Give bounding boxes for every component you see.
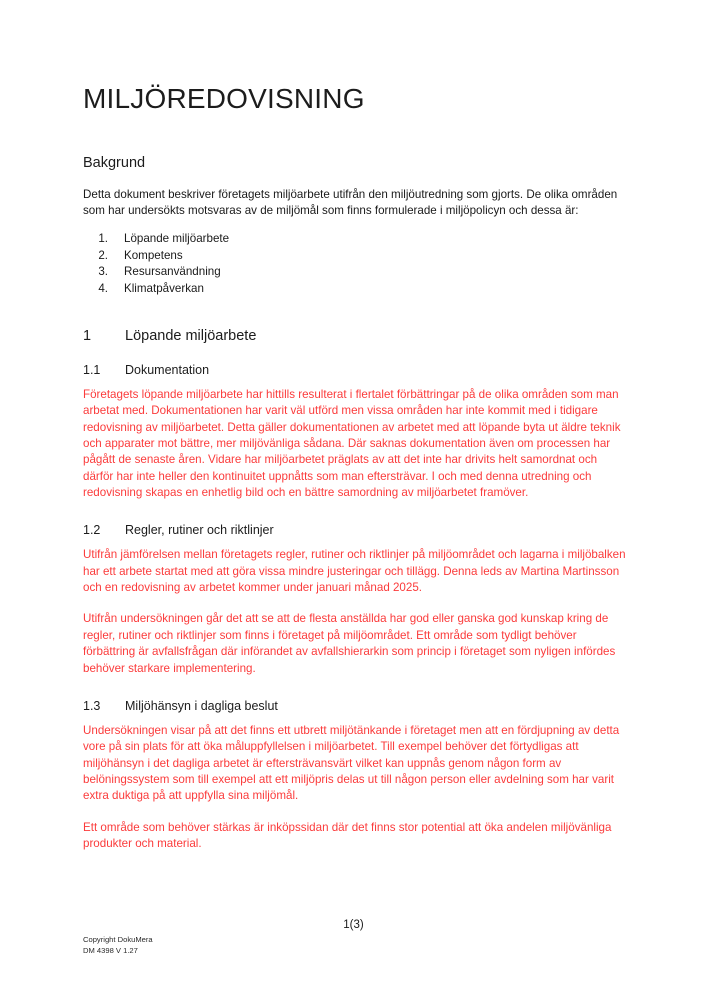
spacer bbox=[83, 173, 628, 187]
list-item-marker: 1. bbox=[98, 232, 108, 246]
paragraph-1-2-a: Utifrån jämförelsen mellan företagets regler, rutiner och riktlinjer på miljöområdet och lagarna i miljöbalken har ett arbete startat med att göra vissa mindre justeringar och tillägg. Denna leds av Martina Martinsson och en redovisning av arbetet kommer under januari månad 2025. bbox=[83, 548, 626, 595]
list-item-label: Resursanvändning bbox=[124, 265, 221, 279]
list-item-marker: 4. bbox=[98, 282, 108, 296]
page-title: MILJÖREDOVISNING bbox=[83, 83, 365, 114]
heading-bakgrund: Bakgrund bbox=[83, 155, 146, 172]
intro-paragraph: Detta dokument beskriver företagets miljöarbete utifrån den miljöutredning som gjorts. De olika områden som har undersökts motsvaras av de miljömål som finns formulerade i miljöpolicyn och dessa är: bbox=[83, 187, 618, 217]
footer-metadata bbox=[83, 935, 153, 956]
list-item bbox=[83, 281, 628, 298]
subsection-number: 1.2 bbox=[83, 523, 101, 538]
list-item-label: Klimatpåverkan bbox=[124, 282, 204, 296]
spacer bbox=[83, 805, 628, 820]
spacer bbox=[83, 714, 628, 723]
list-item bbox=[83, 248, 628, 265]
background-objective-list bbox=[83, 231, 628, 297]
footer-copyright: Copyright DokuMera bbox=[83, 935, 153, 944]
spacer bbox=[83, 378, 628, 387]
spacer bbox=[83, 677, 628, 699]
spacer bbox=[83, 298, 628, 328]
subsection-number: 1.3 bbox=[83, 698, 101, 713]
list-item-marker: 2. bbox=[98, 248, 108, 262]
document-content bbox=[83, 0, 628, 852]
list-item-marker: 3. bbox=[98, 265, 108, 279]
heading-section-1-1 bbox=[83, 363, 628, 378]
list-item-label: Kompetens bbox=[124, 248, 183, 262]
paragraph-1-3-b: Ett område som behöver stärkas är inköpssidan där det finns stor potential att öka andelen miljövänliga produkter och material. bbox=[83, 820, 612, 850]
spacer bbox=[83, 345, 628, 363]
footer-document-id: DM 4398 V 1.27 bbox=[83, 945, 138, 955]
heading-section-1 bbox=[83, 328, 628, 345]
heading-section-1-2 bbox=[83, 523, 628, 538]
paragraph-1-3-a: Undersökningen visar på att det finns ett utbrett miljötänkande i företaget men att en fördjupning av detta vore på sin plats för att öka måluppfyllelsen i miljöarbetet. Till exempel behöver det förtydligas att miljöhänsyn i det dagliga arbetet är eftersträvansvärt vilket kan uppnås genom någon form av belöningssystem som till exempel att ett miljöpris delas ut till någon person eller avdelning som har varit extra duktiga på att uppfylla sina miljömål. bbox=[83, 723, 620, 803]
paragraph-1-1: Företagets löpande miljöarbete har hittills resulterat i flertalet förbättringar på de olika områden som man arbetat med. Dokumentationen har varit väl utförd men vissa områden har inte kommit med i tidigare redovisning av miljöarbetet. Detta gäller dokumentationen av arbetet med att löpande byta ut äldre teknik och apparater mot bättre, mer miljövänliga sådana. Där saknas dokumentation även om processen har pågått de senaste åren. Vidare har miljöarbetet präglats av att det inte har drivits helt samordnat och därför har inte heller den kontinuitet uppnåtts som man eftersträvar. I och med denna utredning och redovisning skapas en enhetlig bild och en bättre samordning av miljöarbetet framöver. bbox=[83, 388, 621, 500]
list-item bbox=[83, 231, 628, 248]
section-title: Löpande miljöarbete bbox=[125, 327, 257, 344]
spacer bbox=[83, 219, 628, 231]
subsection-number: 1.1 bbox=[83, 363, 101, 378]
paragraph-1-2-b: Utifrån undersökningen går det att se att de flesta anställda har god eller ganska god kunskap kring de regler, rutiner och riktlinjer som finns i företaget på miljöområdet. Ett område som tydligt behöver förbättring är avfallsfrågan där införandet av avfallshierarkin som princip i företaget som nyligen infördes behöver starkare implementering. bbox=[83, 612, 616, 675]
spacer bbox=[83, 538, 628, 547]
list-item bbox=[83, 264, 628, 281]
section-number: 1 bbox=[83, 327, 92, 344]
list-item-label: Löpande miljöarbete bbox=[124, 232, 230, 246]
subsection-title: Regler, rutiner och riktlinjer bbox=[125, 523, 274, 538]
subsection-title: Miljöhänsyn i dagliga beslut bbox=[125, 698, 278, 713]
spacer bbox=[83, 501, 628, 523]
subsection-title: Dokumentation bbox=[125, 363, 210, 378]
spacer bbox=[83, 596, 628, 611]
footer-page-number: 1(3) bbox=[343, 919, 364, 931]
heading-section-1-3 bbox=[83, 699, 628, 714]
